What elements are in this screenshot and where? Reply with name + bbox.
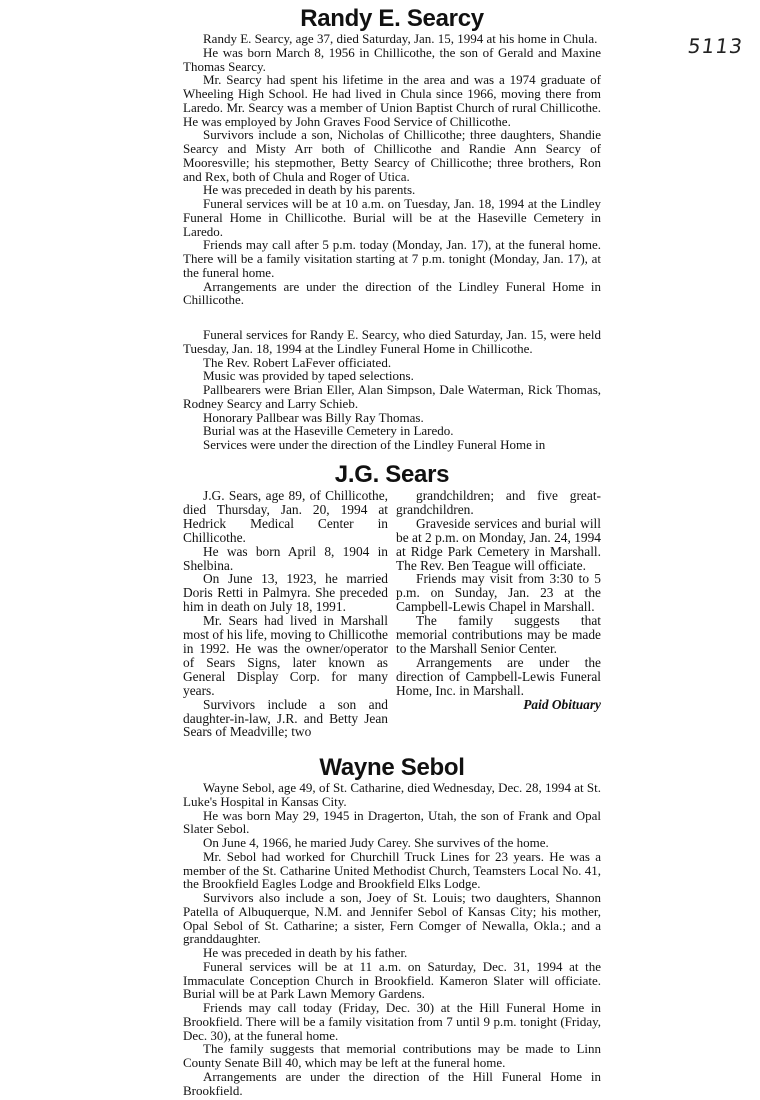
paragraph: Friends may call after 5 p.m. today (Monday, Jan. 17), at the funeral home. There will be a family visitation starting at 7 p.m. tonight (Monday, Jan. 17), at the funeral home.	[183, 237, 601, 280]
paragraph: He was preceded in death by his father.	[203, 945, 408, 960]
paragraph: Randy E. Searcy, age 37, died Saturday, Jan. 15, 1994 at his home in Chula.	[203, 31, 598, 46]
paragraph: Arrangements are under the direction of the Lindley Funeral Home in Chillicothe.	[183, 278, 601, 308]
paragraph: Funeral services for Randy E. Searcy, who died Saturday, Jan. 15, were held Tuesday, Jan. 18, 1994 at the Lindley Funeral Home in Chillicothe.	[183, 327, 601, 356]
paragraph: Honorary Pallbear was Billy Ray Thomas.	[203, 409, 424, 425]
paragraph: Services were under the direction of the Lindley Funeral Home in	[203, 437, 546, 452]
paragraph: Arrangements are under the direction of the Hill Funeral Home in Brookfield.	[183, 1068, 601, 1098]
paragraph: The family suggests that memorial contributions may be made to Linn County Senate Bill 40, which may be left at the funeral home.	[183, 1041, 601, 1070]
obituary-heading: J.G. Sears	[334, 461, 450, 488]
paragraph: Mr. Sears had lived in Marshall most of his life, moving to Chillicothe in 1992. He was the owner/operator of Sears Signs, later known as General Display Corp. for many years.	[183, 613, 388, 698]
paragraph: He was preceded in death by his parents.	[203, 182, 416, 198]
paragraph: Mr. Searcy had spent his lifetime in the area and was a 1974 graduate of Wheeling High School. He had lived in Chula since 1966, moving there from Laredo. Mr. Searcy was a member of Union Baptist Church of rural Chillicothe. He was employed by John Graves Food Service of Chillicothe.	[183, 72, 601, 129]
paragraph: On June 13, 1923, he married Doris Retti in Palmyra. She preceded him in death on July 18, 1991.	[183, 571, 388, 615]
obituary-sebol	[183, 754, 601, 1097]
paragraph: Music was provided by taped selections.	[203, 368, 414, 384]
obituary-sears	[183, 489, 601, 739]
paragraph: Wayne Sebol, age 49, of St. Catharine, died Wednesday, Dec. 28, 1994 at St. Luke's Hospital in Kansas City.	[183, 780, 601, 809]
paragraph: Survivors include a son, Nicholas of Chillicothe; three daughters, Shandie Searcy and Misty Arr both of Chillicothe and Randie Ann Searcy of Mooresville; his stepmother, Betty Searcy of Chillicothe; three brothers, Ron and Rex, both of Chula and Roger of Utica.	[183, 127, 601, 184]
paragraph: Burial was at the Haseville Cemetery in Laredo.	[203, 423, 454, 439]
paragraph: He was born March 8, 1956 in Chillicothe, the son of Gerald and Maxine Thomas Searcy.	[183, 44, 601, 74]
paragraph: He was born April 8, 1904 in Shelbina.	[183, 543, 388, 573]
paragraph: Arrangements are under the direction of Campbell-Lewis Funeral Home, Inc. in Marshall.	[396, 654, 601, 698]
paragraph: The family suggests that memorial contributions may be made to the Marshall Senior Center.	[396, 613, 601, 656]
obituary-searcy	[183, 5, 601, 307]
obituary-body	[183, 32, 601, 307]
obituary-heading: Wayne Sebol	[319, 754, 465, 781]
paragraph: Mr. Sebol had worked for Churchill Truck Lines for 23 years. He was a member of the St. Catharine United Methodist Church, Teamsters Local No. 41, the Brookfield Eagles Lodge and Brookfield Elks Lodge.	[183, 848, 601, 892]
paragraph: Survivors also include a son, Joey of St. Louis; two daughters, Shannon Patella of Albuquerque, N.M. and Jennifer Sebol of Kansas City; his mother, Opal Sebol of St. Catharine; a sister, Fern Comger of Newalla, Okla.; and a granddaughter.	[183, 890, 601, 947]
paragraph: Pallbearers were Brian Eller, Alan Simpson, Dale Waterman, Rick Thomas, Rodney Searcy and Larry Schieb.	[183, 382, 601, 411]
obituary-sears-header	[183, 461, 601, 488]
paragraph: J.G. Sears, age 89, of Chillicothe, died Thursday, Jan. 20, 1994 at Hedrick Medical Center in Chillicothe.	[183, 488, 388, 545]
obituary-heading: Randy E. Searcy	[300, 5, 484, 32]
paid-obituary-label: Paid Obituary	[523, 696, 601, 712]
paragraph: Graveside services and burial will be at 2 p.m. on Monday, Jan. 24, 1994 at Ridge Park Cemetery in Marshall. The Rev. Ben Teague will officiate.	[396, 515, 601, 573]
paragraph: Friends may visit from 3:30 to 5 p.m. on Sunday, Jan. 23 at the Campbell-Lewis Chapel in Marshall.	[396, 571, 601, 615]
paragraph: The Rev. Robert LaFever officiated.	[203, 354, 392, 370]
paragraph: grandchildren; and five great-grandchildren.	[396, 488, 601, 517]
paragraph: Funeral services will be at 11 a.m. on Saturday, Dec. 31, 1994 at the Immaculate Conception Church in Brookfield. Kameron Slater will officiate. Burial will be at Park Lawn Memory Gardens.	[183, 958, 601, 1002]
handwritten-annotation: 5113	[686, 34, 745, 58]
paragraph: Funeral services will be at 10 a.m. on Tuesday, Jan. 18, 1994 at the Lindley Funeral Home in Chillicothe. Burial will be at the Haseville Cemetery in Laredo.	[183, 196, 601, 239]
paragraph: Survivors include a son and daughter-in-law, J.R. and Betty Jean Sears of Meadville; two	[183, 696, 388, 740]
obituary-body	[183, 781, 601, 1097]
paragraph: Friends may call today (Friday, Dec. 30) at the Hill Funeral Home in Brookfield. There will be a family visitation from 7 until 9 p.m. tonight (Friday, Dec. 30), at the funeral home.	[183, 1000, 601, 1043]
paragraph: He was born May 29, 1945 in Dragerton, Utah, the son of Frank and Opal Slater Sebol.	[183, 807, 601, 837]
followup-body	[183, 328, 601, 452]
paragraph: On June 4, 1966, he maried Judy Carey. She survives of the home.	[203, 835, 549, 850]
right-column	[396, 489, 601, 739]
obituary-searcy-followup	[183, 328, 601, 452]
left-column	[183, 489, 388, 739]
